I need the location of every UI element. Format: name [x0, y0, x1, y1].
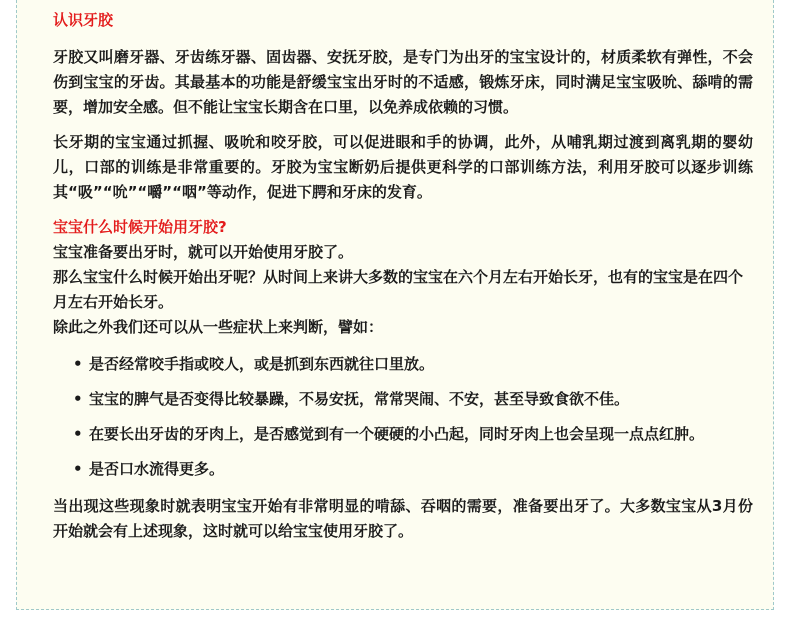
list-item — [73, 457, 753, 482]
list-item-text: 是否口水流得更多。 — [89, 460, 225, 478]
bullet-icon: • — [73, 355, 83, 373]
bullet-icon: • — [73, 460, 83, 478]
conclusion-paragraph: 当出现这些现象时就表明宝宝开始有非常明显的啃舔、吞咽的需要，准备要出牙了。大多数宝宝从3月份开始就会有上述现象，这时就可以给宝宝使用牙胶了。 — [53, 497, 753, 540]
intro-paragraph-2: 长牙期的宝宝通过抓握、吸吮和咬牙胶，可以促进眼和手的协调，此外，从哺乳期过渡到离乳期的婴幼儿，口部的训练是非常重要的。牙胶为宝宝断奶后提供更科学的口部训练方法，利用牙胶可以逐步训练其“吸”“吮”“嚼”“咽”等动作，促进下腭和牙床的发育。 — [53, 133, 753, 201]
bullet-icon: • — [73, 390, 83, 408]
list-item-text: 宝宝的脾气是否变得比较暴躁，不易安抚，常常哭闹、不安，甚至导致食欲不佳。 — [89, 390, 630, 408]
when-line-1: 宝宝准备要出牙时，就可以开始使用牙胶了。 — [53, 243, 354, 261]
symptom-list — [53, 352, 753, 482]
list-item-text: 在要长出牙齿的牙肉上，是否感觉到有一个硬硬的小凸起，同时牙肉上也会呈现一点点红肿。 — [89, 425, 705, 443]
list-item — [73, 352, 753, 377]
when-line-2: 那么宝宝什么时候开始出牙呢？从时间上来讲大多数的宝宝在六个月左右开始长牙，也有的宝宝是在四个月左右开始长牙。 — [53, 268, 744, 311]
article-content — [53, 8, 753, 554]
section-title-when-to-use: 宝宝什么时候开始用牙胶? — [53, 218, 227, 236]
list-item-text: 是否经常咬手指或咬人，或是抓到东西就往口里放。 — [89, 355, 435, 373]
bullet-icon: • — [73, 425, 83, 443]
section-title-teether-intro: 认识牙胶 — [53, 11, 114, 29]
when-line-3: 除此之外我们还可以从一些症状上来判断，譬如： — [53, 318, 384, 336]
article-panel — [16, 0, 774, 610]
list-item — [73, 387, 753, 412]
intro-paragraph-1: 牙胶又叫磨牙器、牙齿练牙器、固齿器、安抚牙胶，是专门为出牙的宝宝设计的，材质柔软有弹性，不会伤到宝宝的牙齿。其最基本的功能是舒缓宝宝出牙时的不适感，锻炼牙床，同时满足宝宝吸吮、舔啃的需要，增加安全感。但不能让宝宝长期含在口里，以免养成依赖的习惯。 — [53, 48, 753, 116]
list-item — [73, 422, 753, 447]
